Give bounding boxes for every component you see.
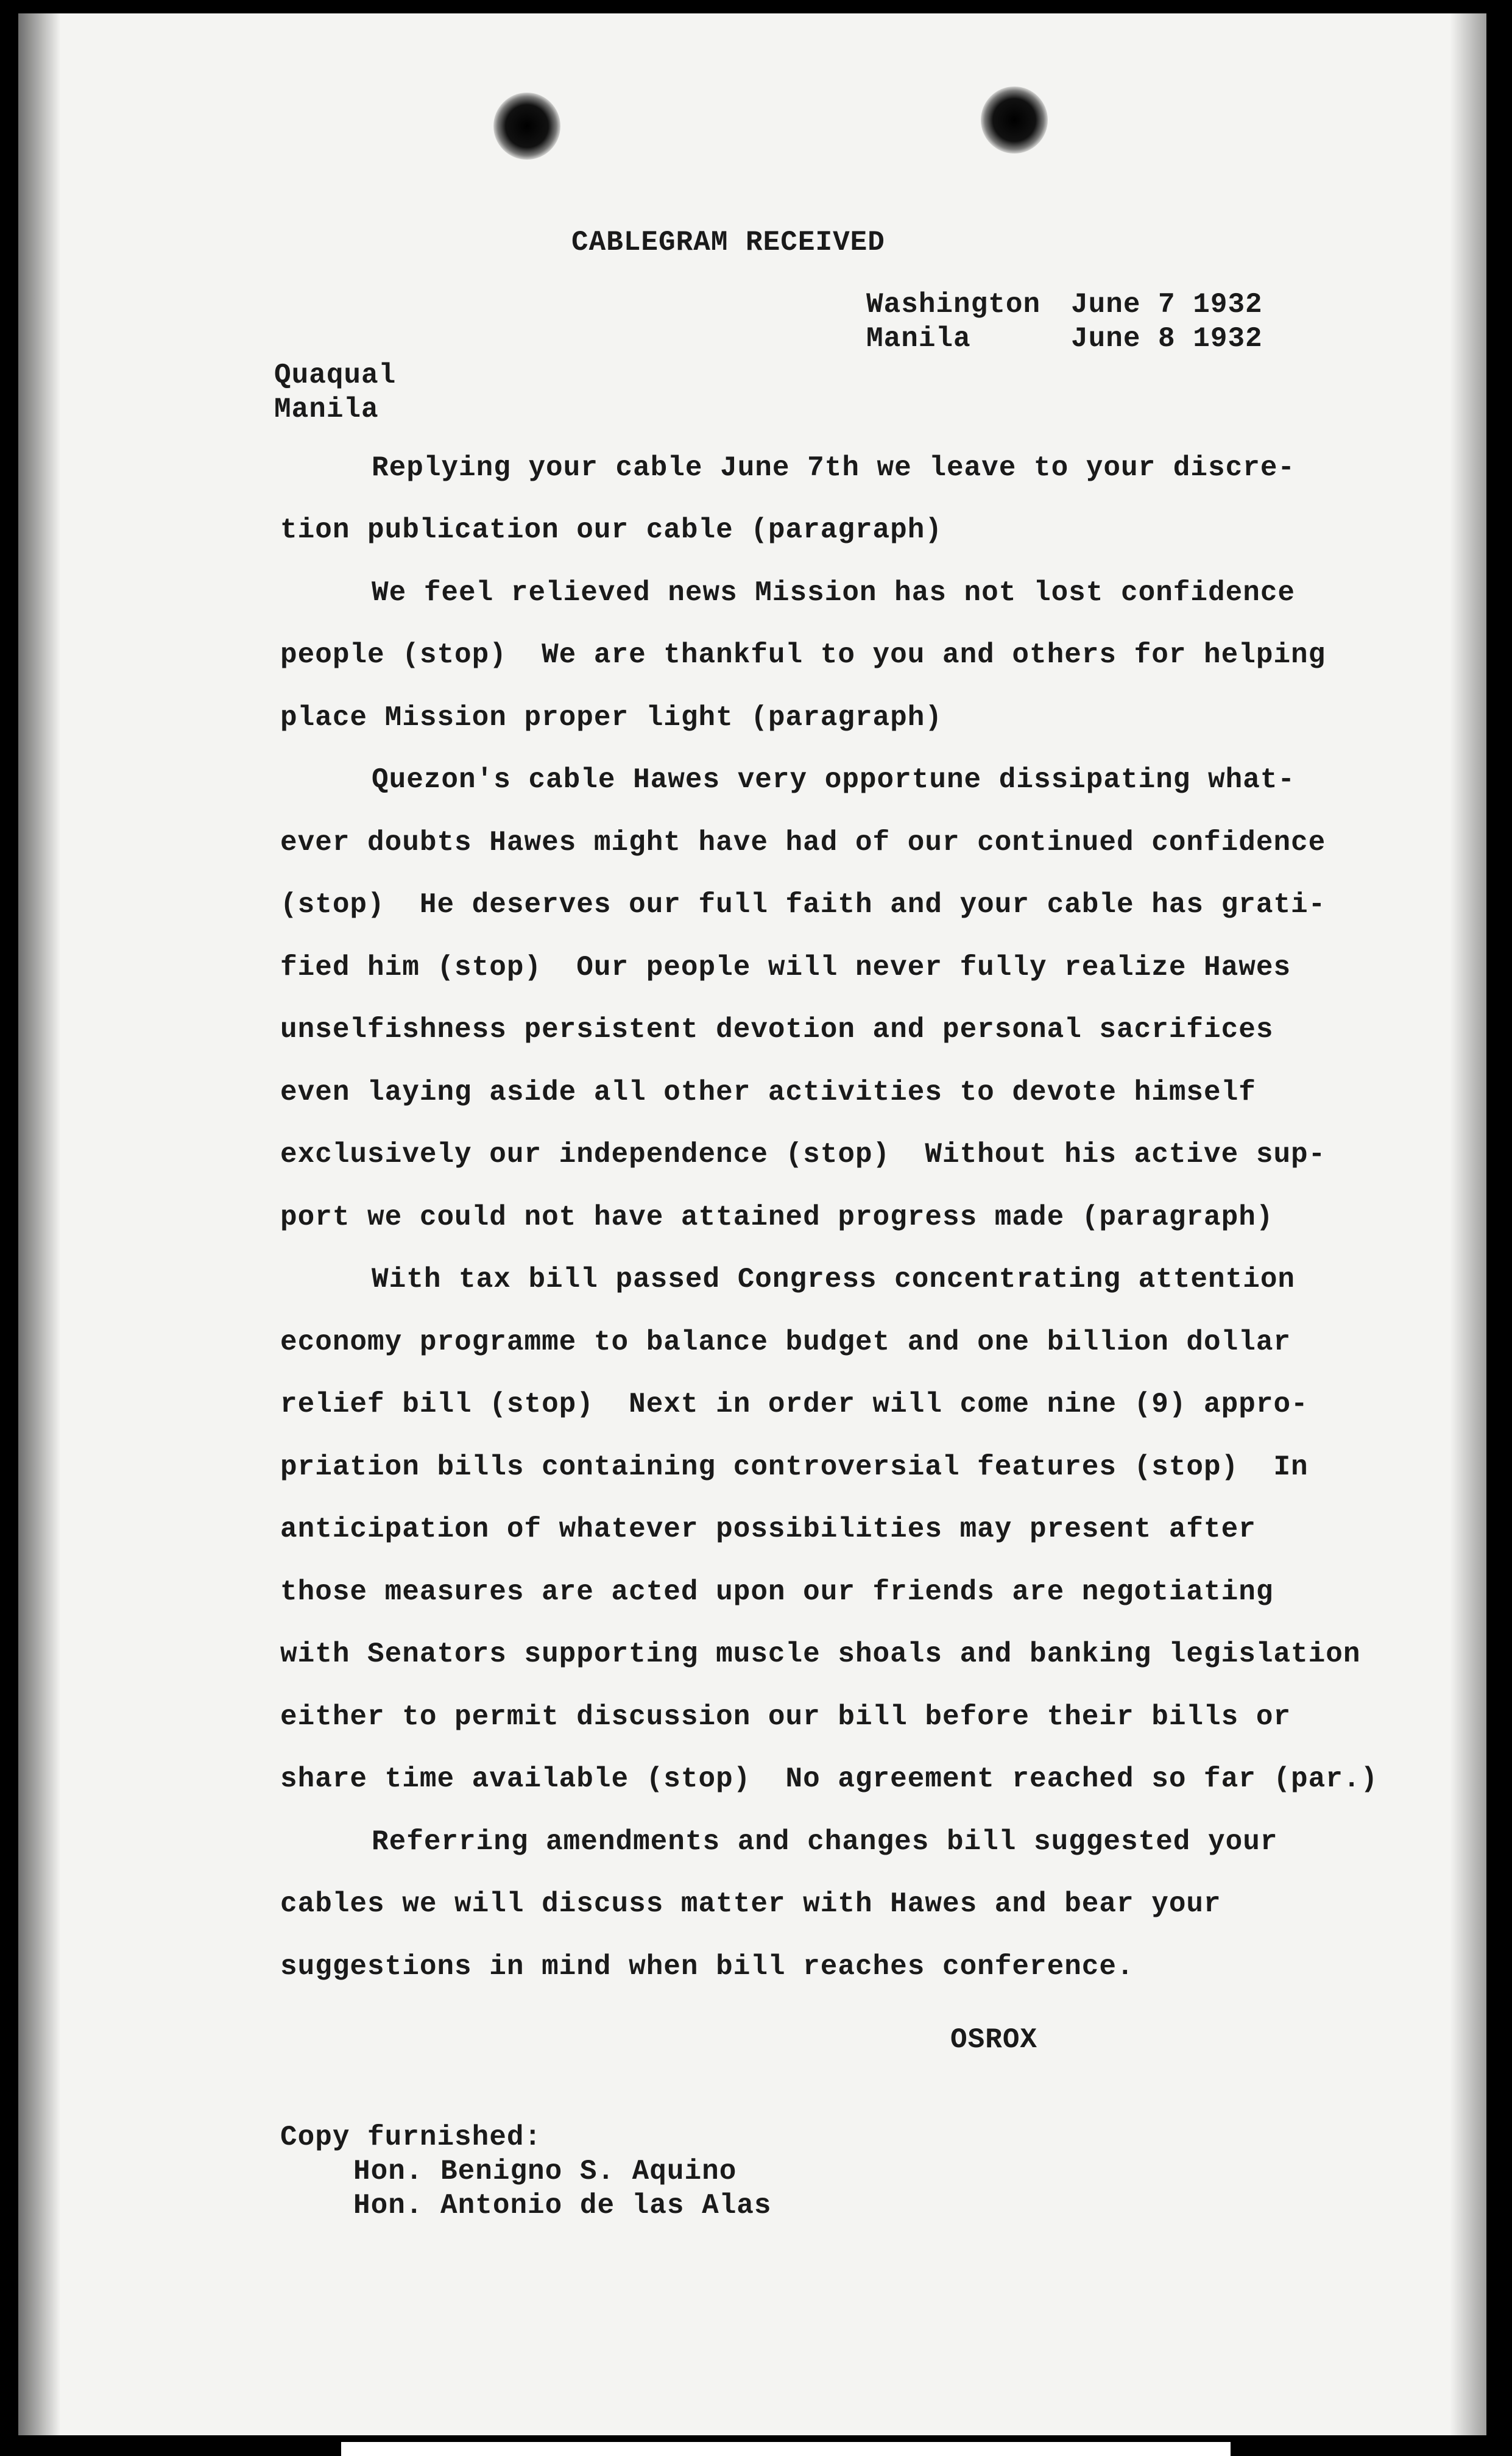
header-city: Manila	[866, 323, 971, 355]
document-title: CABLEGRAM RECEIVED	[571, 227, 885, 258]
body-line: anticipation of whatever possibilities may present after	[280, 1513, 1256, 1545]
body-line: place Mission proper light (paragraph)	[280, 702, 942, 734]
punch-hole-left	[493, 93, 560, 160]
scan-shadow-left	[18, 13, 61, 2435]
body-line: Referring amendments and changes bill suggested your	[372, 1826, 1278, 1858]
body-line: relief bill (stop) Next in order will come nine (9) appro-	[280, 1389, 1309, 1420]
body-line: exclusively our independence (stop) Without his active sup-	[280, 1139, 1326, 1170]
address-line: Manila	[274, 394, 379, 425]
body-line: even laying aside all other activities to devote himself	[280, 1077, 1256, 1108]
body-line: Replying your cable June 7th we leave to your discre-	[372, 452, 1296, 484]
body-line: suggestions in mind when bill reaches conference.	[280, 1951, 1134, 1983]
header-city: Washington	[866, 289, 1041, 320]
copy-furnished-label: Copy furnished:	[280, 2122, 542, 2153]
body-line: either to permit discussion our bill before their bills or	[280, 1701, 1291, 1733]
body-line: (stop) He deserves our full faith and your cable has grati-	[280, 889, 1326, 921]
body-line: We feel relieved news Mission has not lost confidence	[372, 577, 1296, 609]
copy-recipient: Hon. Antonio de las Alas	[353, 2190, 772, 2221]
copy-recipient: Hon. Benigno S. Aquino	[353, 2156, 737, 2187]
body-line: Quezon's cable Hawes very opportune dissipating what-	[372, 764, 1296, 796]
body-line: With tax bill passed Congress concentrating attention	[372, 1264, 1296, 1295]
scan-strip	[341, 2442, 1231, 2456]
signature: OSROX	[950, 2024, 1038, 2056]
document-page	[18, 13, 1486, 2435]
header-date: June 7 1932	[1071, 289, 1263, 320]
body-line: unselfishness persistent devotion and personal sacrifices	[280, 1014, 1274, 1046]
body-line: priation bills containing controversial features (stop) In	[280, 1451, 1309, 1483]
body-line: port we could not have attained progress made (paragraph)	[280, 1201, 1274, 1233]
body-line: cables we will discuss matter with Hawes and bear your	[280, 1888, 1221, 1920]
scan-shadow-right	[1450, 13, 1486, 2435]
body-line: with Senators supporting muscle shoals and banking legislation	[280, 1638, 1361, 1670]
body-line: fied him (stop) Our people will never fully realize Hawes	[280, 952, 1291, 983]
punch-hole-right	[981, 87, 1048, 154]
address-line: Quaqual	[274, 359, 397, 391]
body-line: economy programme to balance budget and one billion dollar	[280, 1326, 1291, 1358]
body-line: those measures are acted upon our friends are negotiating	[280, 1576, 1274, 1608]
header-date: June 8 1932	[1071, 323, 1263, 355]
body-line: ever doubts Hawes might have had of our continued confidence	[280, 827, 1326, 858]
body-line: share time available (stop) No agreement reached so far (par.)	[280, 1763, 1379, 1795]
body-line: tion publication our cable (paragraph)	[280, 514, 942, 546]
body-line: people (stop) We are thankful to you and others for helping	[280, 639, 1326, 671]
